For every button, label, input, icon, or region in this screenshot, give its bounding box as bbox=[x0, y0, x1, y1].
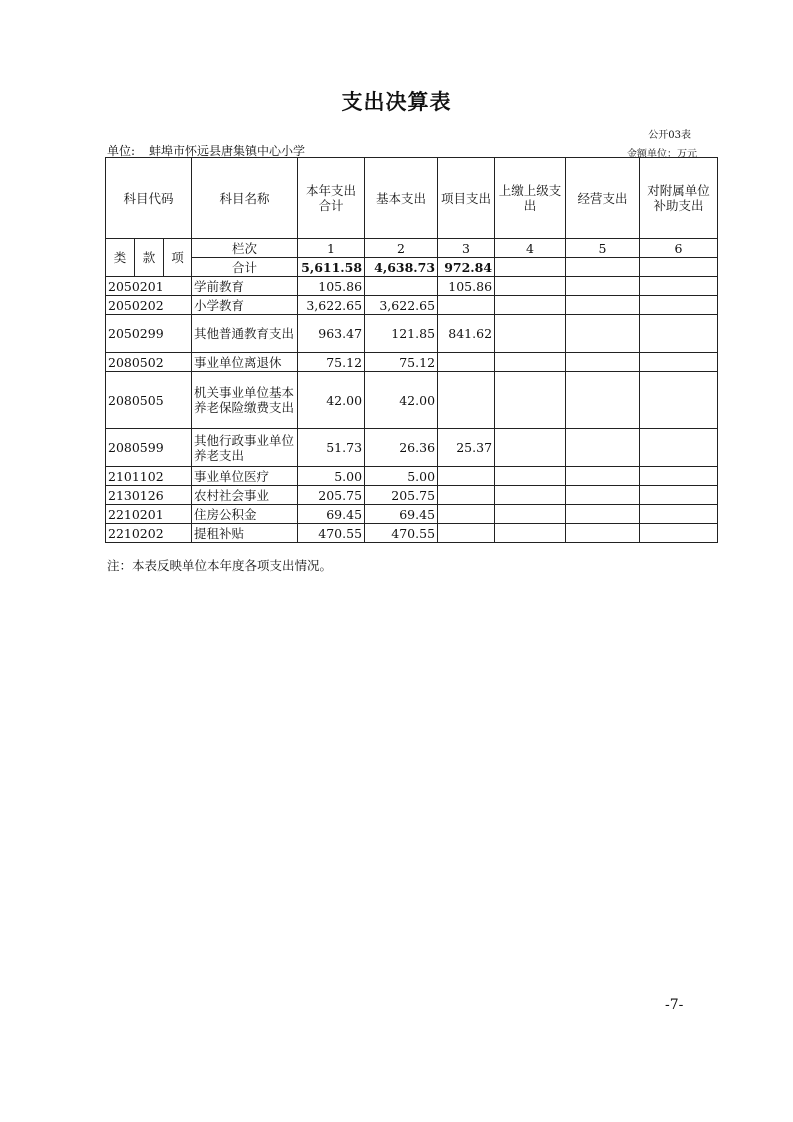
row-col3: 105.86 bbox=[438, 277, 495, 296]
row-col6 bbox=[640, 296, 718, 315]
row-code: 2080505 bbox=[106, 372, 192, 429]
row-col5 bbox=[566, 505, 640, 524]
row-name: 机关事业单位基本养老保险缴费支出 bbox=[192, 372, 298, 429]
row-col4 bbox=[495, 467, 566, 486]
row-col6 bbox=[640, 505, 718, 524]
total-row bbox=[106, 258, 718, 277]
row-col4 bbox=[495, 524, 566, 543]
row-col5 bbox=[566, 353, 640, 372]
table-row bbox=[106, 467, 718, 486]
table-row bbox=[106, 277, 718, 296]
row-col2: 3,622.65 bbox=[365, 296, 438, 315]
colnum-6: 6 bbox=[640, 239, 718, 258]
row-col2: 26.36 bbox=[365, 429, 438, 467]
header-col3: 项目支出 bbox=[438, 158, 495, 239]
row-col2: 121.85 bbox=[365, 315, 438, 353]
row-col4 bbox=[495, 353, 566, 372]
header-col2: 基本支出 bbox=[365, 158, 438, 239]
row-col5 bbox=[566, 429, 640, 467]
row-col5 bbox=[566, 486, 640, 505]
total-label: 合计 bbox=[192, 258, 298, 277]
header-kuan: 款 bbox=[135, 239, 164, 277]
row-code: 2080502 bbox=[106, 353, 192, 372]
row-name: 农村社会事业 bbox=[192, 486, 298, 505]
header-col4: 上缴上级支出 bbox=[495, 158, 566, 239]
header-name: 科目名称 bbox=[192, 158, 298, 239]
row-col1: 963.47 bbox=[298, 315, 365, 353]
row-col3 bbox=[438, 372, 495, 429]
row-col2: 205.75 bbox=[365, 486, 438, 505]
row-col4 bbox=[495, 277, 566, 296]
table-row bbox=[106, 353, 718, 372]
row-col3 bbox=[438, 486, 495, 505]
row-col1: 3,622.65 bbox=[298, 296, 365, 315]
total-col6 bbox=[640, 258, 718, 277]
row-col1: 42.00 bbox=[298, 372, 365, 429]
row-col4 bbox=[495, 505, 566, 524]
row-col3 bbox=[438, 467, 495, 486]
header-code: 科目代码 bbox=[106, 158, 192, 239]
row-col3: 841.62 bbox=[438, 315, 495, 353]
row-col6 bbox=[640, 372, 718, 429]
row-code: 2050299 bbox=[106, 315, 192, 353]
row-col1: 51.73 bbox=[298, 429, 365, 467]
total-col3: 972.84 bbox=[438, 258, 495, 277]
form-number: 公开03表 bbox=[648, 130, 691, 141]
row-name: 事业单位离退休 bbox=[192, 353, 298, 372]
table-row bbox=[106, 372, 718, 429]
colnum-2: 2 bbox=[365, 239, 438, 258]
row-col6 bbox=[640, 429, 718, 467]
table-note: 注：本表反映单位本年度各项支出情况。 bbox=[107, 558, 333, 573]
header-col5: 经营支出 bbox=[566, 158, 640, 239]
row-col2: 42.00 bbox=[365, 372, 438, 429]
row-col2: 470.55 bbox=[365, 524, 438, 543]
header-lei: 类 bbox=[106, 239, 135, 277]
row-name: 其他行政事业单位养老支出 bbox=[192, 429, 298, 467]
row-col3 bbox=[438, 353, 495, 372]
row-col4 bbox=[495, 486, 566, 505]
row-col5 bbox=[566, 296, 640, 315]
row-col6 bbox=[640, 467, 718, 486]
row-col2: 69.45 bbox=[365, 505, 438, 524]
row-col5 bbox=[566, 315, 640, 353]
row-code: 2080599 bbox=[106, 429, 192, 467]
row-col5 bbox=[566, 372, 640, 429]
row-col1: 5.00 bbox=[298, 467, 365, 486]
table-row bbox=[106, 486, 718, 505]
row-col1: 205.75 bbox=[298, 486, 365, 505]
row-col2: 75.12 bbox=[365, 353, 438, 372]
row-code: 2050201 bbox=[106, 277, 192, 296]
row-code: 2050202 bbox=[106, 296, 192, 315]
column-number-row bbox=[106, 239, 718, 258]
row-col1: 75.12 bbox=[298, 353, 365, 372]
table-row bbox=[106, 315, 718, 353]
row-name: 小学教育 bbox=[192, 296, 298, 315]
header-col1: 本年支出合计 bbox=[298, 158, 365, 239]
row-col4 bbox=[495, 296, 566, 315]
page-number: -7- bbox=[665, 997, 684, 1013]
header-xiang: 项 bbox=[164, 239, 192, 277]
row-col2 bbox=[365, 277, 438, 296]
colnum-3: 3 bbox=[438, 239, 495, 258]
row-col6 bbox=[640, 486, 718, 505]
row-col6 bbox=[640, 315, 718, 353]
row-name: 事业单位医疗 bbox=[192, 467, 298, 486]
expenditure-table bbox=[105, 157, 718, 543]
row-col3 bbox=[438, 505, 495, 524]
colnum-5: 5 bbox=[566, 239, 640, 258]
row-col5 bbox=[566, 277, 640, 296]
unit-name: 蚌埠市怀远县唐集镇中心小学 bbox=[149, 144, 306, 158]
row-name: 学前教育 bbox=[192, 277, 298, 296]
row-col3 bbox=[438, 524, 495, 543]
row-code: 2210202 bbox=[106, 524, 192, 543]
total-col5 bbox=[566, 258, 640, 277]
total-col1: 5,611.58 bbox=[298, 258, 365, 277]
unit-label: 单位: bbox=[107, 144, 136, 158]
row-col6 bbox=[640, 277, 718, 296]
row-col1: 69.45 bbox=[298, 505, 365, 524]
table-row bbox=[106, 429, 718, 467]
row-col1: 470.55 bbox=[298, 524, 365, 543]
row-code: 2210201 bbox=[106, 505, 192, 524]
row-col4 bbox=[495, 429, 566, 467]
row-col5 bbox=[566, 524, 640, 543]
row-col6 bbox=[640, 524, 718, 543]
row-col3: 25.37 bbox=[438, 429, 495, 467]
table-row bbox=[106, 296, 718, 315]
row-col4 bbox=[495, 372, 566, 429]
row-col1: 105.86 bbox=[298, 277, 365, 296]
row-code: 2101102 bbox=[106, 467, 192, 486]
colnum-1: 1 bbox=[298, 239, 365, 258]
row-col4 bbox=[495, 315, 566, 353]
table-row bbox=[106, 505, 718, 524]
colnum-4: 4 bbox=[495, 239, 566, 258]
total-col4 bbox=[495, 258, 566, 277]
header-col6: 对附属单位补助支出 bbox=[640, 158, 718, 239]
row-col2: 5.00 bbox=[365, 467, 438, 486]
row-name: 提租补贴 bbox=[192, 524, 298, 543]
row-col6 bbox=[640, 353, 718, 372]
page-title: 支出决算表 bbox=[341, 90, 452, 114]
header-lanci: 栏次 bbox=[192, 239, 298, 258]
header-row bbox=[106, 158, 718, 239]
amount-unit: 金额单位：万元 bbox=[627, 149, 697, 160]
table-row bbox=[106, 524, 718, 543]
row-code: 2130126 bbox=[106, 486, 192, 505]
total-col2: 4,638.73 bbox=[365, 258, 438, 277]
row-col3 bbox=[438, 296, 495, 315]
row-name: 住房公积金 bbox=[192, 505, 298, 524]
row-name: 其他普通教育支出 bbox=[192, 315, 298, 353]
row-col5 bbox=[566, 467, 640, 486]
